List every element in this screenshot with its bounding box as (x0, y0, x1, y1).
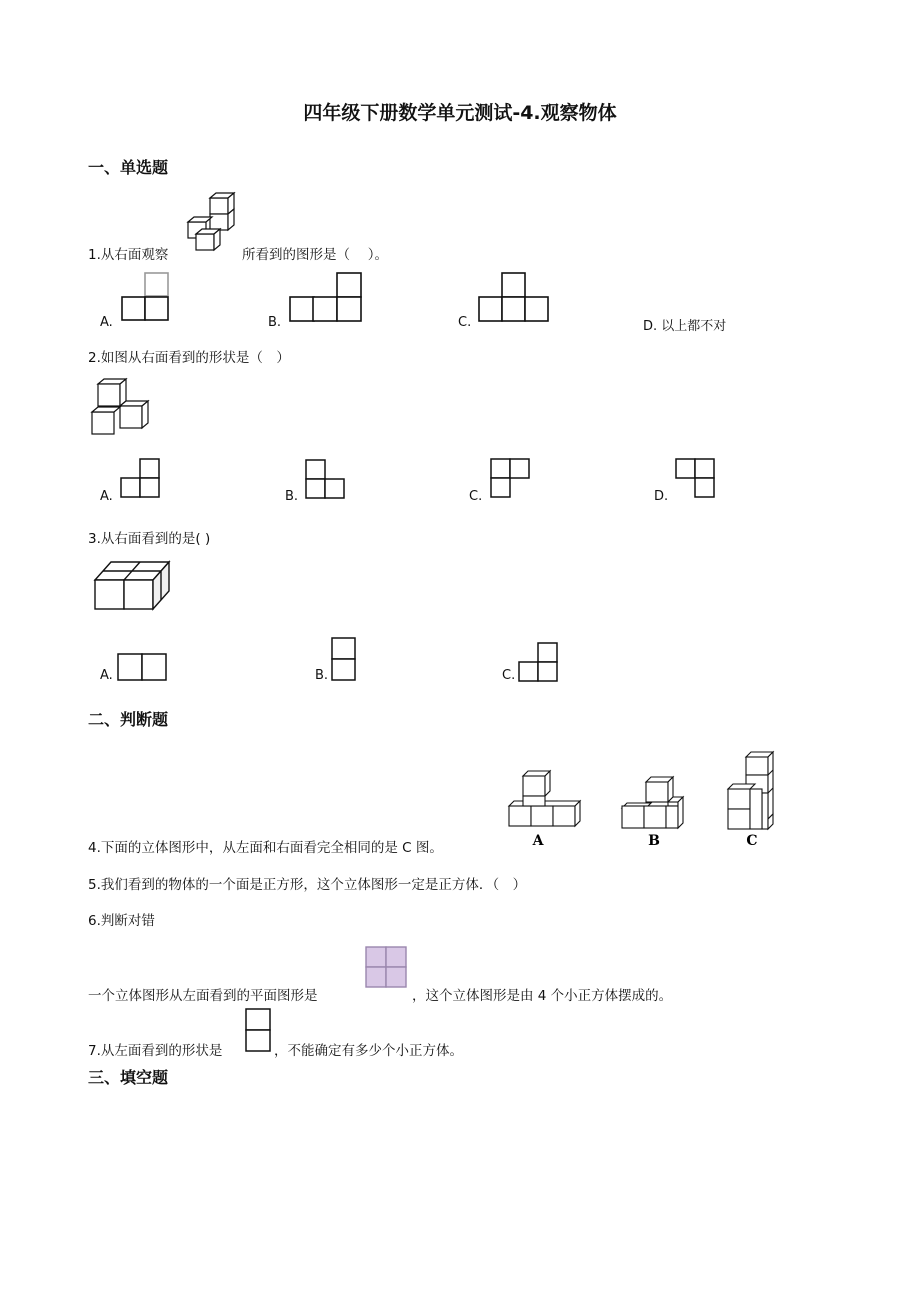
q1-option-c-figure (478, 272, 552, 324)
question-4-figure-b (618, 776, 690, 848)
question-2-text: 2.如图从右面看到的形状是（ ） (88, 350, 290, 366)
q3-option-c-label[interactable]: C. (502, 668, 516, 683)
question-1-prompt: 所看到的图形是（ ）。 (242, 247, 389, 263)
q3-option-a-label[interactable]: A. (100, 668, 113, 683)
q2-option-b-label[interactable]: B. (285, 489, 299, 504)
question-4-figure-c (726, 751, 778, 849)
question-6-text-after: ，这个立体图形是由 4 个小正方体摆成的。 (412, 988, 673, 1004)
q1-option-c-label[interactable]: C. (458, 315, 472, 330)
section-heading-true-false: 二、判断题 (88, 710, 169, 729)
question-6-text-before: 一个立体图形从左面看到的平面图形是 (88, 988, 318, 1004)
q1-option-b-label[interactable]: B. (268, 315, 282, 330)
question-5-text: 5.我们看到的物体的一个面是正方形，这个立体图形一定是正方体．（ ） (88, 877, 527, 893)
figure-a-label: A (532, 833, 544, 849)
q2-option-c-label[interactable]: C. (469, 489, 483, 504)
question-1-text: 1.从右面观察 (88, 247, 169, 263)
q2-option-a-figure (120, 458, 164, 500)
section-heading-single-choice: 一、单选题 (88, 158, 169, 177)
q1-option-d-label[interactable]: D. 以上都不对 (643, 319, 727, 334)
question-3-text: 3.从右面看到的是( ) (88, 531, 211, 547)
question-7-text-after: ，不能确定有多少个小正方体。 (274, 1043, 463, 1059)
question-4-figure-a (505, 770, 587, 848)
figure-b-label: B (648, 833, 660, 849)
q3-option-b-label[interactable]: B. (315, 668, 329, 683)
q3-option-c-figure (518, 642, 562, 684)
q2-option-d-label[interactable]: D. (654, 489, 669, 504)
question-4-text: 4.下面的立体图形中，从左面和右面看完全相同的是 C 图。 (88, 840, 443, 856)
q1-option-a-label[interactable]: A. (100, 315, 113, 330)
q2-option-a-label[interactable]: A. (100, 489, 113, 504)
question-2-cube-figure (90, 378, 152, 438)
question-3-cube-figure (93, 560, 173, 612)
q2-option-c-figure (490, 458, 534, 500)
q2-option-d-figure (675, 458, 719, 500)
question-6-heading: 6.判断对错 (88, 913, 155, 929)
section-heading-fill-blank: 三、填空题 (88, 1068, 169, 1087)
figure-c-label: C (746, 833, 758, 849)
page-title: 四年级下册数学单元测试-4.观察物体 (303, 102, 617, 124)
question-7-text-before: 7.从左面看到的形状是 (88, 1043, 223, 1059)
q3-option-a-figure (117, 653, 169, 683)
q1-option-a-figure (121, 272, 171, 322)
q2-option-b-figure (305, 459, 349, 501)
question-6-grid-figure (364, 944, 410, 994)
question-1-cube-figure (186, 192, 238, 254)
q3-option-b-figure (331, 637, 359, 683)
q1-option-b-figure (289, 272, 365, 324)
question-7-shape-figure (245, 1008, 273, 1056)
